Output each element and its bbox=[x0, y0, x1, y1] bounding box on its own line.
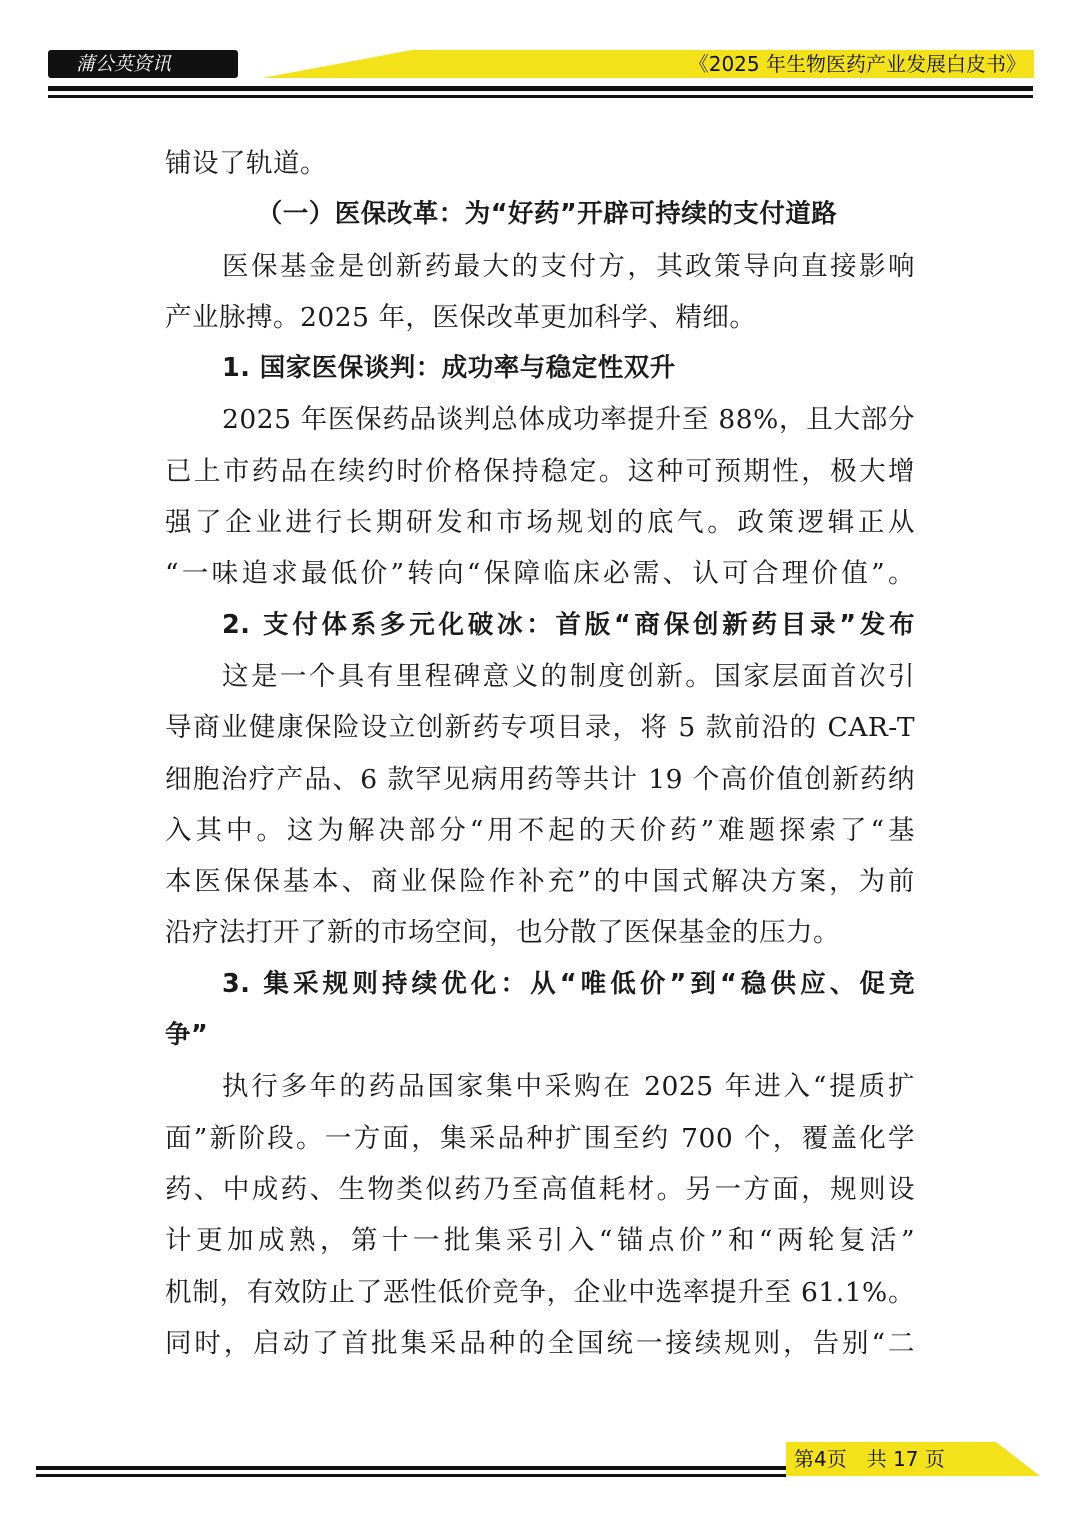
paragraph-line: 细胞治疗产品、6 款罕见病用药等共计 19 个高价值创新药纳 bbox=[165, 763, 915, 795]
paragraph-line: “一味追求最低价”转向“保障临床必需、认可合理价值”。 bbox=[165, 558, 915, 590]
footer-rule-thick bbox=[36, 1466, 786, 1470]
brand-label: 蒲公英资讯 bbox=[48, 50, 238, 78]
paragraph-line: 同时，启动了首批集采品种的全国统一接续规则，告别“二 bbox=[165, 1327, 915, 1359]
paragraph-line: 计更加成熟，第十一批集采引入“锚点价”和“两轮复活” bbox=[165, 1225, 915, 1257]
paragraph-line: 铺设了轨道。 bbox=[165, 148, 327, 179]
subsection-heading-continued: 争” bbox=[165, 1020, 209, 1051]
paragraph-line: 导商业健康保险设立创新药专项目录，将 5 款前沿的 CAR-T bbox=[165, 712, 915, 744]
paragraph-line: 入其中。这为解决部分“用不起的天价药”难题探索了“基 bbox=[165, 814, 915, 846]
header-rule-thin bbox=[48, 95, 1033, 98]
page-number: 第4页 共 17 页 bbox=[794, 1447, 945, 1471]
header-rule-thick bbox=[48, 86, 1033, 91]
header-title-band bbox=[262, 50, 1034, 78]
document-body bbox=[165, 138, 915, 1369]
paragraph-line: 2025 年医保药品谈判总体成功率提升至 88%，且大部分 bbox=[222, 404, 915, 436]
footer-rule-thin bbox=[36, 1474, 786, 1477]
subsection-heading: 2. 支付体系多元化破冰：首版“商保创新药目录”发布 bbox=[222, 609, 915, 640]
paragraph-line: 已上市药品在续约时价格保持稳定。这种可预期性，极大增 bbox=[165, 455, 915, 487]
paragraph-line: 面”新阶段。一方面，集采品种扩围至约 700 个，覆盖化学 bbox=[165, 1122, 915, 1154]
subsection-heading: 3. 集采规则持续优化：从“唯低价”到“稳供应、促竞 bbox=[222, 968, 915, 999]
paragraph-line: 本医保保基本、商业保险作补充”的中国式解决方案，为前 bbox=[165, 866, 915, 898]
paragraph-line: 产业脉搏。2025 年，医保改革更加科学、精细。 bbox=[165, 301, 757, 333]
book-title: 《2025 年生物医药产业发展白皮书》 bbox=[688, 52, 1026, 76]
paragraph-line: 执行多年的药品国家集中采购在 2025 年进入“提质扩 bbox=[222, 1071, 915, 1103]
subsection-heading: 1. 国家医保谈判：成功率与稳定性双升 bbox=[222, 353, 676, 384]
section-heading: （一）医保改革：为“好药”开辟可持续的支付道路 bbox=[256, 199, 838, 230]
paragraph-line: 强了企业进行长期研发和市场规划的底气。政策逻辑正从 bbox=[165, 507, 915, 539]
paragraph-line: 机制，有效防止了恶性低价竞争，企业中选率提升至 61.1%。 bbox=[165, 1276, 915, 1308]
paragraph-line: 沿疗法打开了新的市场空间，也分散了医保基金的压力。 bbox=[165, 917, 840, 949]
paragraph-line: 药、中成药、生物类似药乃至高值耗材。另一方面，规则设 bbox=[165, 1173, 915, 1205]
paragraph-line: 医保基金是创新药最大的支付方，其政策导向直接影响 bbox=[222, 250, 915, 282]
footer-page-band bbox=[786, 1442, 1040, 1476]
paragraph-line: 这是一个具有里程碑意义的制度创新。国家层面首次引 bbox=[222, 660, 915, 692]
